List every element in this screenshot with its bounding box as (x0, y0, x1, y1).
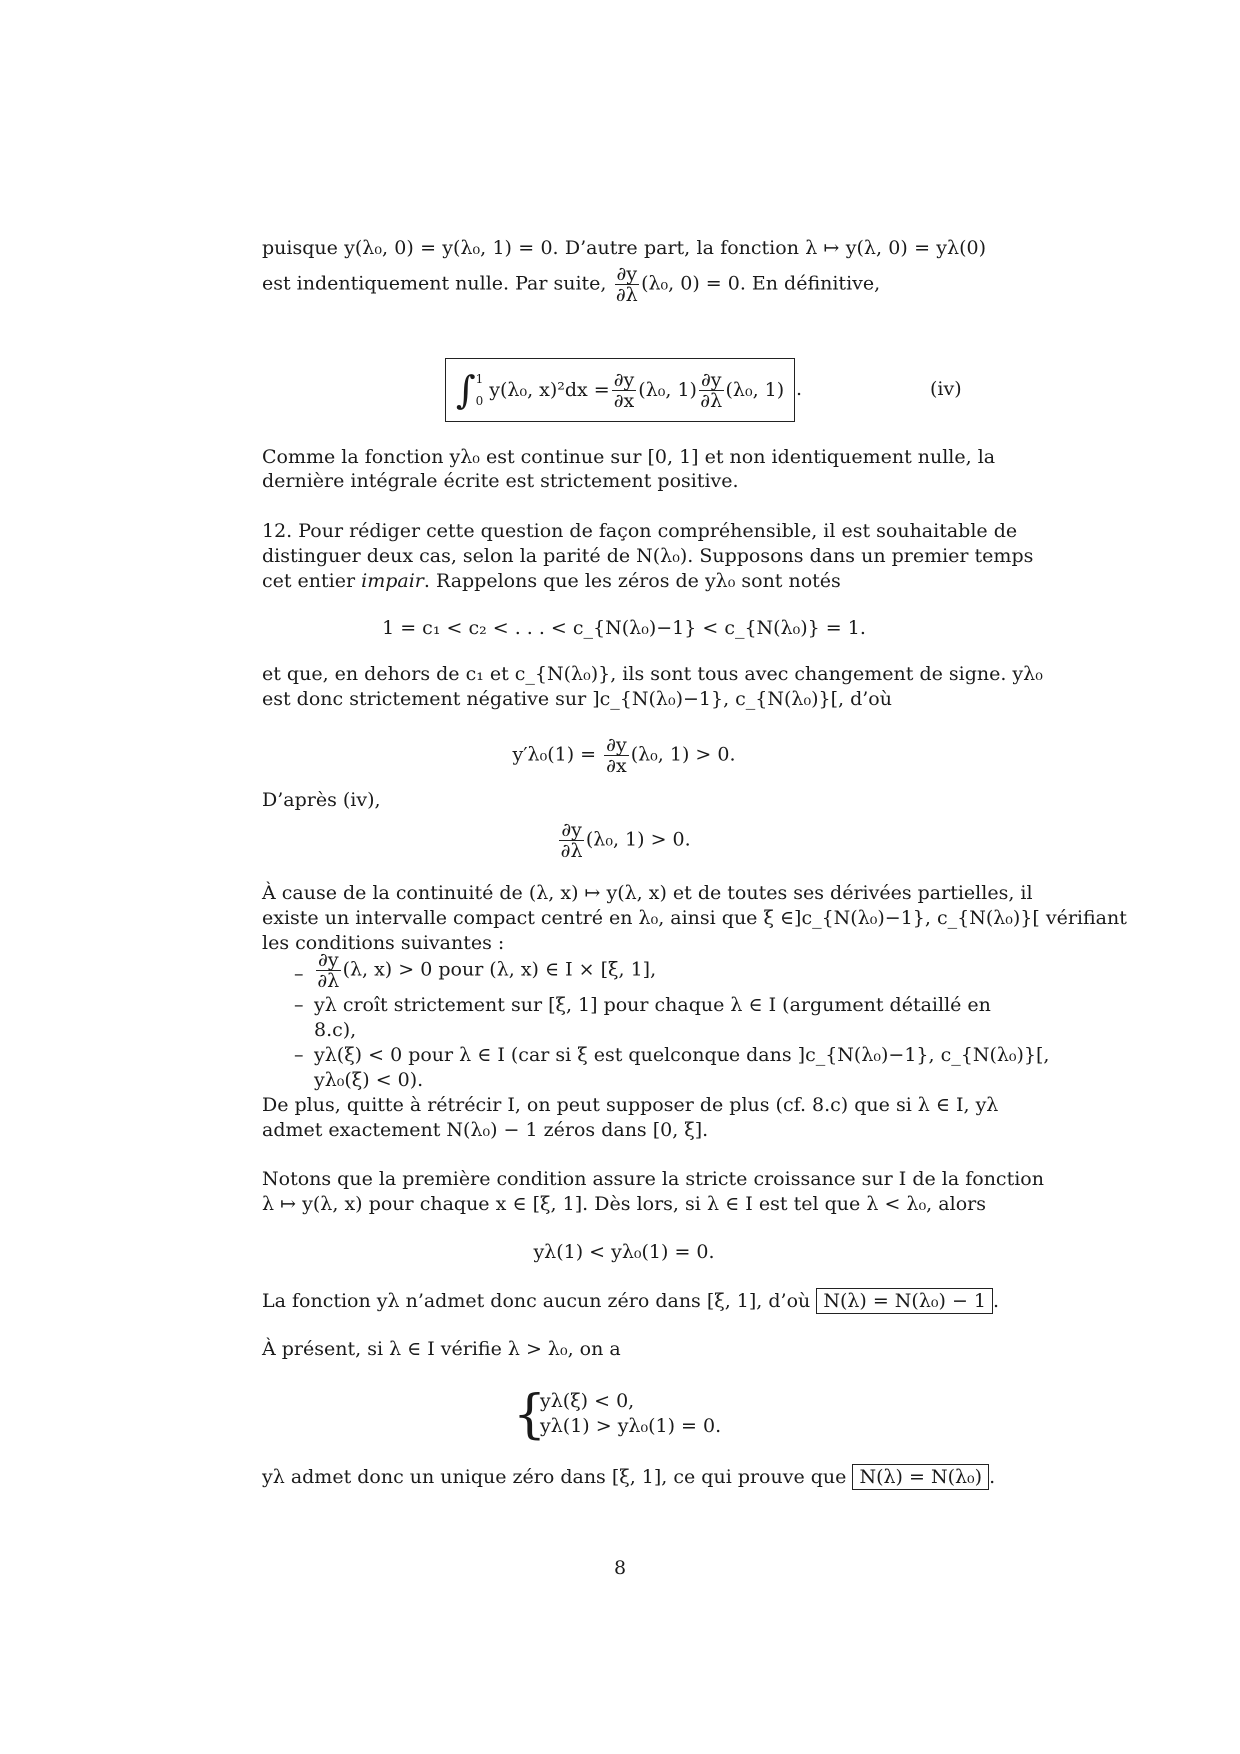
system-line: yλ(1) > yλ₀(1) = 0. (540, 1415, 722, 1437)
bullet-item: yλ croît strictement sur [ξ, 1] pour chaque λ ∈ I (argument détaillé en (314, 994, 991, 1016)
text-line (262, 264, 986, 305)
display-equation: 1 = c₁ < c₂ < . . . < c_{N(λ₀)−1} < c_{N(λ₀)} = 1. (382, 617, 866, 639)
denominator: ∂λ (615, 284, 638, 306)
text-line: À présent, si λ ∈ I vérifie λ > λ₀, on a (262, 1338, 621, 1360)
text-span: (λ, x) > 0 pour (λ, x) ∈ I × [ξ, 1], (342, 958, 657, 981)
display-equation (262, 735, 986, 776)
fraction (615, 264, 640, 305)
page-number: 8 (613, 1557, 627, 1579)
fraction (559, 820, 584, 861)
text-span: yλ admet donc un unique zéro dans [ξ, 1], ce qui prouve que (262, 1466, 847, 1488)
text-span: est indentiquement nulle. Par suite, (262, 272, 607, 295)
boxed-result: N(λ) = N(λ₀) (852, 1464, 989, 1490)
text-line (262, 1465, 996, 1489)
display-equation: yλ(1) < yλ₀(1) = 0. (533, 1241, 715, 1263)
eq-part: (λ₀, 1) (725, 379, 785, 401)
text-line: puisque y(λ₀, 0) = y(λ₀, 1) = 0. D’autre part, la fonction λ ↦ y(λ, 0) = yλ(0) (262, 237, 986, 259)
text-line: existe un intervalle compact centré en λ₀, ainsi que ξ ∈]c_{N(λ₀)−1}, c_{N(λ₀)}[ vérifiant (262, 907, 1127, 929)
fraction (316, 950, 341, 991)
system-line: yλ(ξ) < 0, (540, 1390, 635, 1412)
numerator: ∂y (616, 263, 638, 285)
eq-part: (λ₀, 1) > 0. (585, 828, 691, 851)
text-span: . Rappelons que les zéros de yλ₀ sont notés (423, 570, 841, 592)
fraction (699, 370, 724, 411)
text-line: D’après (iv), (262, 789, 381, 811)
denominator: ∂x (613, 389, 635, 412)
text-span: (λ₀, 0) = 0. En définitive, (641, 272, 881, 295)
bullet-item-cont: yλ₀(ξ) < 0). (314, 1069, 424, 1091)
text-line: Notons que la première condition assure la stricte croissance sur I de la fonction (262, 1168, 1044, 1190)
text-line: les conditions suivantes : (262, 932, 505, 954)
eq-part: y′λ₀(1) = (512, 743, 597, 766)
numerator: ∂y (606, 734, 627, 756)
denominator: ∂λ (700, 389, 723, 412)
text-line: À cause de la continuité de (λ, x) ↦ y(λ, x) et de toutes ses dérivées partielles, il (262, 882, 1033, 904)
display-equation (262, 820, 986, 861)
bullet-dash: – (294, 1044, 304, 1066)
denominator: ∂λ (560, 840, 583, 862)
bullet-dash: – (294, 963, 304, 985)
bullet-item (314, 950, 986, 991)
text-line: admet exactement N(λ₀) − 1 zéros dans [0, ξ]. (262, 1119, 709, 1141)
boxed-result: N(λ) = N(λ₀) − 1 (816, 1288, 993, 1314)
text-span: cet entier (262, 570, 362, 592)
text-line (262, 569, 986, 593)
text-line: De plus, quitte à rétrécir I, on peut supposer de plus (cf. 8.c) que si λ ∈ I, yλ (262, 1094, 999, 1116)
equation-tag: (iv) (930, 378, 962, 400)
text-line: dernière intégrale écrite est strictement positive. (262, 470, 739, 492)
numerator: ∂y (318, 949, 339, 971)
integral-sign: ∫ (455, 368, 476, 412)
text-line: λ ↦ y(λ, x) pour chaque x ∈ [ξ, 1]. Dès lors, si λ ∈ I est tel que λ < λ₀, alors (262, 1193, 986, 1215)
text-line: est donc strictement négative sur ]c_{N(λ₀)−1}, c_{N(λ₀)}[, d’où (262, 688, 892, 710)
lower-bound: 0 (475, 394, 484, 408)
boxed-equation-iv (445, 358, 795, 422)
eq-part: (λ₀, 1) (638, 379, 697, 401)
denominator: ∂x (606, 755, 627, 777)
denominator: ∂λ (317, 970, 340, 992)
eq-part: (λ₀, 1) > 0. (630, 743, 736, 766)
period: . (989, 1466, 996, 1488)
fraction (612, 370, 637, 411)
bullet-dash: – (294, 994, 304, 1016)
integral-bounds (476, 368, 484, 412)
left-brace: { (513, 1385, 547, 1445)
text-line (262, 1289, 1000, 1313)
numerator: ∂y (700, 368, 722, 391)
text-line: distinguer deux cas, selon la parité de N(λ₀). Supposons dans un premier temps (262, 545, 1034, 567)
upper-bound: 1 (475, 372, 484, 386)
numerator: ∂y (613, 368, 635, 391)
emphasis: impair (361, 570, 424, 592)
period: . (796, 378, 803, 400)
fraction (604, 735, 629, 776)
bullet-item-cont: 8.c), (314, 1019, 357, 1041)
text-line: Comme la fonction yλ₀ est continue sur [0, 1] et non identiquement nulle, la (262, 446, 996, 468)
integrand: y(λ₀, x)²dx = (489, 379, 610, 401)
numerator: ∂y (561, 819, 582, 841)
period: . (993, 1290, 1000, 1312)
bullet-item: yλ(ξ) < 0 pour λ ∈ I (car si ξ est quelconque dans ]c_{N(λ₀)−1}, c_{N(λ₀)}[, (314, 1044, 1050, 1066)
text-line: et que, en dehors de c₁ et c_{N(λ₀)}, ils sont tous avec changement de signe. yλ₀ (262, 663, 1043, 685)
text-line: 12. Pour rédiger cette question de façon compréhensible, il est souhaitable de (262, 520, 1018, 542)
text-span: La fonction yλ n’admet donc aucun zéro dans [ξ, 1], d’où (262, 1290, 811, 1312)
